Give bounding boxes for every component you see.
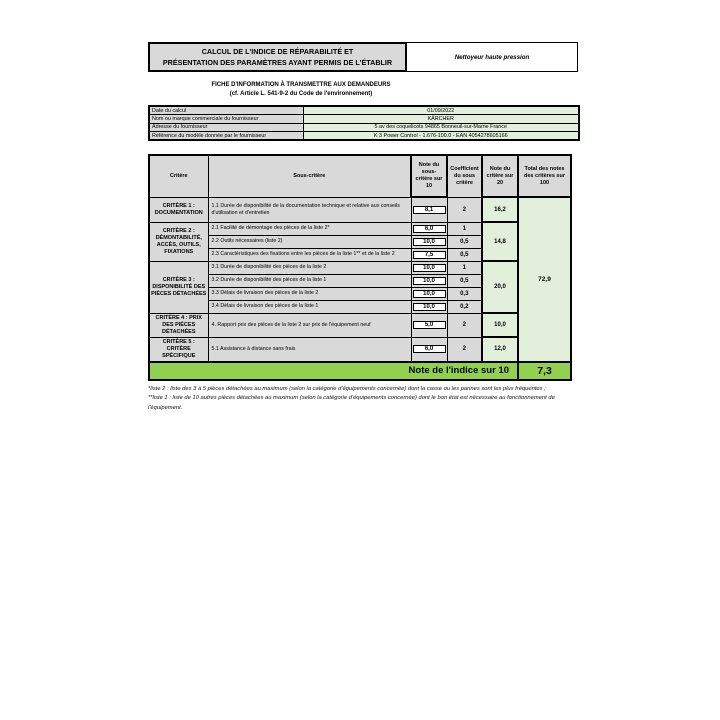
info-value: K 3 Power Control - 1.676-100.0 - EAN 4054278605166 xyxy=(303,132,579,141)
document-title-line1: CALCUL DE L'INDICE DE RÉPARABILITÉ ET xyxy=(201,47,354,56)
criterion-name-cell: CRITÈRE 1 : DOCUMENTATION xyxy=(149,197,208,222)
subcriterion-score-value: 6,0 xyxy=(413,345,446,353)
coefficient-cell: 2 xyxy=(447,337,482,362)
criterion-name-cell: CRITÈRE 4 : PRIX DES PIÈCES DÉTACHÉES xyxy=(149,313,208,337)
product-category-box xyxy=(407,42,578,72)
repairability-form-document xyxy=(148,42,578,413)
info-value: 5 av des coquelicots 94865 Bonneuil-sur-Marne France xyxy=(303,123,579,132)
criterion-score-cell: 20,0 xyxy=(482,261,518,313)
info-row xyxy=(149,115,579,124)
col-header-total-notes: Total des notes des critères sur 100 xyxy=(518,155,571,197)
form-subtitle-line1: FICHE D'INFORMATION À TRANSMETTRE AUX DEMANDEURS xyxy=(211,82,391,88)
subcriterion-score-cell xyxy=(411,261,447,274)
document-title-box xyxy=(148,42,407,72)
coefficient-cell: 1 xyxy=(447,261,482,274)
subcriterion-label-cell: 2.3 Caractéristiques des fixations entre les pièces de la liste 1** et de la liste 2 xyxy=(208,248,411,261)
criterion-score-cell: 10,0 xyxy=(482,313,518,337)
subcriterion-label-cell: 3.3 Délais de livraison des pièces de la liste 2 xyxy=(208,287,411,300)
info-label: Date du calcul xyxy=(149,106,303,115)
subcriterion-label-cell: 5.1 Assistance à distance sans frais xyxy=(208,337,411,362)
criterion-name-cell: CRITÈRE 3 : DISPONIBILITÉ DES PIÈCES DÉTACHÉES xyxy=(149,261,208,313)
subcriterion-label-cell: 4. Rapport prix des pièces de la liste 2 sur prix de l'équipement neuf xyxy=(208,313,411,337)
info-label: Adresse du fournisseur xyxy=(149,123,303,132)
footnotes xyxy=(148,385,578,414)
criterion-row xyxy=(149,197,571,222)
document-title-line2: PRÉSENTATION DES PARAMÈTRES AYANT PERMIS DE L'ÉTABLIR xyxy=(162,58,393,67)
final-index-row xyxy=(149,362,571,380)
info-row xyxy=(149,132,579,141)
col-header-note-critere: Note du critère sur 20 xyxy=(482,155,518,197)
subcriterion-score-value: 10,0 xyxy=(413,303,446,311)
total-score-cell: 72,9 xyxy=(518,197,571,362)
subcriterion-score-cell xyxy=(411,248,447,261)
subcriterion-score-value: 10,0 xyxy=(413,238,446,246)
subcriterion-score-cell xyxy=(411,274,447,287)
criterion-score-cell: 14,8 xyxy=(482,222,518,261)
subcriterion-score-value: 10,0 xyxy=(413,290,446,298)
subcriterion-score-value: 8,1 xyxy=(413,206,446,214)
subcriterion-score-cell xyxy=(411,222,447,235)
subcriterion-score-cell xyxy=(411,235,447,248)
criterion-row xyxy=(149,261,571,274)
subcriterion-label-cell: 3.1 Durée de disponibilité des pièces de la liste 2 xyxy=(208,261,411,274)
subcriterion-label-cell: 1.1 Durée de disponibilité de la documentation technique et relative aux conseils d'utilisation et d'entretien xyxy=(208,197,411,222)
info-label: Référence du modèle donnée par le fournisseur xyxy=(149,132,303,141)
coefficient-cell: 0,5 xyxy=(447,274,482,287)
criterion-name-cell: CRITÈRE 5 : CRITÈRE SPÉCIFIQUE xyxy=(149,337,208,362)
subcriterion-score-value: 10,0 xyxy=(413,264,446,272)
subcriterion-score-cell xyxy=(411,287,447,300)
subcriterion-label-cell: 2.2 Outils nécessaires (liste 2) xyxy=(208,235,411,248)
coefficient-cell: 0,5 xyxy=(447,248,482,261)
criterion-row xyxy=(149,222,571,235)
subcriterion-score-value: 7,5 xyxy=(413,251,446,259)
subcriterion-score-value: 5,0 xyxy=(413,321,446,329)
form-subtitle xyxy=(148,81,454,98)
subcriterion-label-cell: 3.2 Durée de disponibilité des pièces de la liste 1 xyxy=(208,274,411,287)
criterion-row xyxy=(149,313,571,337)
coefficient-cell: 0,2 xyxy=(447,300,482,313)
subcriterion-score-cell xyxy=(411,313,447,337)
subcriterion-score-cell xyxy=(411,337,447,362)
subcriterion-score-cell xyxy=(411,197,447,222)
final-index-value: 7,3 xyxy=(518,362,571,380)
col-header-sous-critere: Sous-critère xyxy=(208,155,411,197)
subcriterion-score-cell xyxy=(411,300,447,313)
subcriterion-label-cell: 2.1 Facilité de démontage des pièces de la liste 2* xyxy=(208,222,411,235)
criteria-table-body xyxy=(149,197,571,362)
info-row xyxy=(149,123,579,132)
product-category-label: Nettoyeur haute pression xyxy=(454,53,530,61)
col-header-note-sous-critere: Note du sous-critère sur 10 xyxy=(411,155,447,197)
criterion-score-cell: 12,0 xyxy=(482,337,518,362)
legal-reference: (cf. Article L. 541-9-2 du Code de l'environnement) xyxy=(229,90,373,97)
coefficient-cell: 1 xyxy=(447,222,482,235)
info-label: Nom ou marque commerciale du fournisseur xyxy=(149,115,303,124)
col-header-coefficient: Coefficient du sous critère xyxy=(447,155,482,197)
footnote: **liste 1 : liste de 10 autres pièces détachées au maximum (selon la catégorie d'équipements concernée) dont le bon état est nécessaire au fonctionnement de l'équipement. xyxy=(148,395,555,411)
coefficient-cell: 2 xyxy=(447,197,482,222)
subcriterion-score-value: 10,0 xyxy=(413,277,446,285)
info-row xyxy=(149,106,579,115)
coefficient-cell: 0,5 xyxy=(447,235,482,248)
info-value: KÄRCHER xyxy=(303,115,579,124)
criterion-row xyxy=(149,337,571,362)
info-value: 01/09/2022 xyxy=(303,106,579,115)
criteria-table xyxy=(148,154,572,381)
subcriterion-score-value: 6,0 xyxy=(413,225,446,233)
final-index-label: Note de l'indice sur 10 xyxy=(149,362,518,380)
col-header-critere: Critère xyxy=(149,155,208,197)
document-header xyxy=(148,42,578,72)
coefficient-cell: 2 xyxy=(447,313,482,337)
footnote: *liste 2 : liste des 3 à 5 pièces détachées au maximum (selon la catégorie d'équipements concernée) dont la casse ou les pannes sont les plus fréquentes ; xyxy=(148,385,546,392)
criterion-name-cell: CRITÈRE 2 : DÉMONTABILITÉ, ACCÈS, OUTILS, FIXATIONS xyxy=(149,222,208,261)
criterion-score-cell: 16,2 xyxy=(482,197,518,222)
criteria-table-header-row xyxy=(149,155,571,197)
coefficient-cell: 0,3 xyxy=(447,287,482,300)
supplier-info-table xyxy=(148,105,580,141)
subcriterion-label-cell: 3.4 Délais de livraison des pièces de la liste 1 xyxy=(208,300,411,313)
supplier-info-body xyxy=(149,106,579,140)
